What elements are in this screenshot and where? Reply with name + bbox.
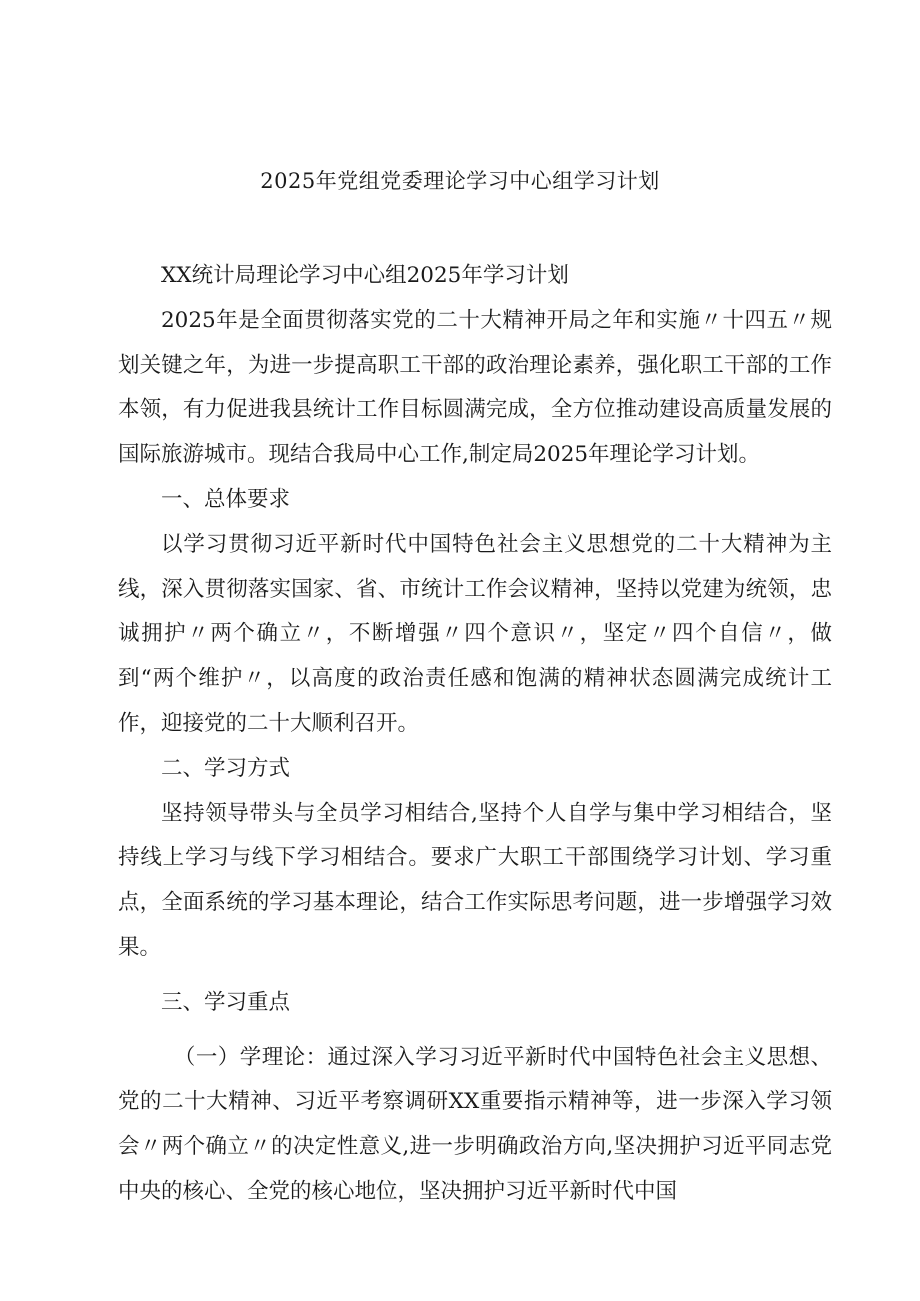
section-content-study-focus: （一）学理论：通过深入学习习近平新时代中国特色社会主义思想、党的二十大精神、习近平考察调研XX重要指示精神等，进一步深入学习领会〃两个确立〃的决定性意义,进一步明确政治方向,坚决拥护习近平同志党中央的核心、全党的核心地位，坚决拥护习近平新时代中国 <box>118 1044 832 1204</box>
paragraph-spacer <box>118 1026 832 1036</box>
document-title: 2025年党组党委理论学习中心组学习计划 <box>260 169 660 193</box>
section-content-general-requirements: 以学习贯彻习近平新时代中国特色社会主义思想党的二十大精神为主线，深入贯彻落实国家、省、市统计工作会议精神，坚持以党建为统领，忠诚拥护〃两个确立〃，不断增强〃四个意识〃，坚定〃四个自信〃，做到“两个维护〃，以高度的政治责任感和饱满的精神状态圆满完成统计工作，迎接党的二十大顺利召开。 <box>118 531 832 736</box>
paragraph-spacer <box>118 971 832 981</box>
section-heading-general-requirements: 一、总体要求 <box>161 486 291 512</box>
intro-paragraph: 2025年是全面贯彻落实党的二十大精神开局之年和实施〃十四五〃规划关键之年，为进一步提高职工干部的政治理论素养，强化职工干部的工作本领，有力促进我县统计工作目标圆满完成，全方位推动建设高质量发展的国际旅游城市。现结合我局中心工作,制定局2025年理论学习计划。 <box>118 307 832 468</box>
document-subtitle: XX统计局理论学习中心组2025年学习计划 <box>161 263 569 288</box>
section-heading-study-focus: 三、学习重点 <box>161 989 291 1015</box>
document-body <box>118 254 832 1215</box>
section-content-study-methods: 坚持领导带头与全员学习相结合,坚持个人自学与集中学习相结合，坚持线上学习与线下学习相结合。要求广大职工干部围绕学习计划、学习重点，全面系统的学习基本理论，结合工作实际思考问题，进一步增强学习效果。 <box>118 800 832 960</box>
section-heading-study-methods: 二、学习方式 <box>161 755 291 781</box>
